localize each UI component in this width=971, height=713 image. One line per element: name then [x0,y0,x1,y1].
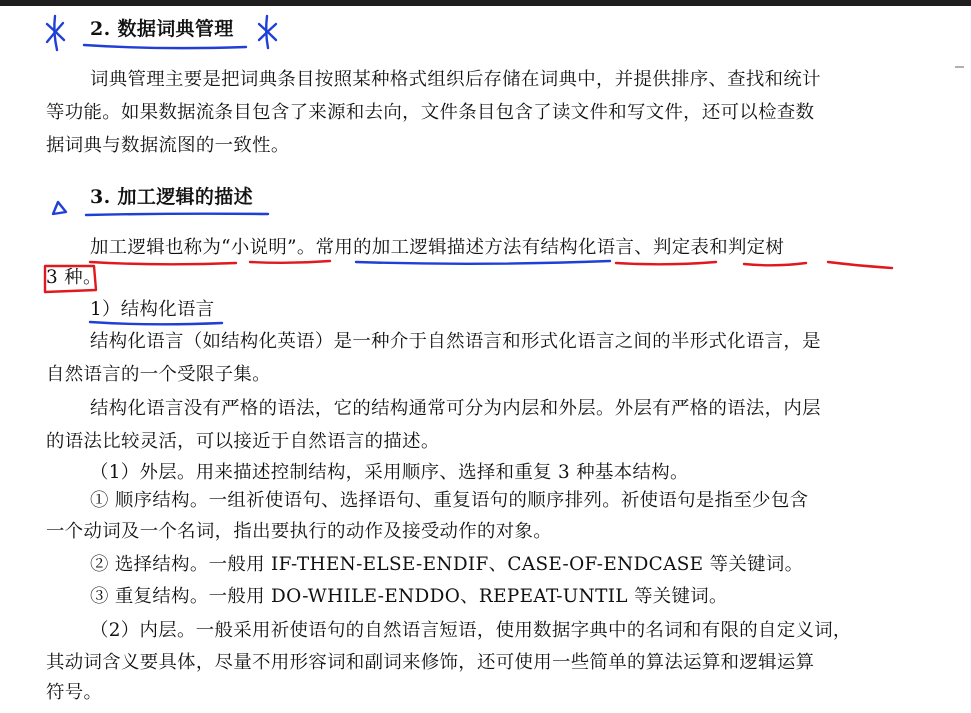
section-3-heading: 3. 加工逻辑的描述 [90,186,253,208]
underline-common-methods [356,261,610,264]
underline-intro-start [90,262,236,264]
underline-section-2-heading [84,45,246,48]
sub1-para2-line-2: 的语法比较灵活，可以接近于自然语言的描述。 [46,431,440,452]
section-3-intro-line-1: 加工逻辑也称为“小说明”。常用的加工逻辑描述方法有结构化语言、判定表和判定树 [90,237,785,258]
underline-decision-table [744,263,806,265]
inner-layer-line-2: 其动词含义要具体，尽量不用形容词和副词来修饰，还可使用一些简单的算法运算和逻辑运算 [46,652,815,673]
window-top-bar [0,0,971,6]
item-1-line-2: 一个动词及一个名词，指出要执行的动作及接受动作的对象。 [46,521,552,542]
underline-decision-tree [828,262,892,268]
sub1-para1-line-1: 结构化语言（如结构化英语）是一种介于自然语言和形式化语言之间的半形式化语言，是 [90,331,821,352]
sub1-para1-line-2: 自然语言的一个受限子集。 [46,364,271,385]
inner-layer-line-3: 符号。 [46,682,103,703]
underline-structured-language [616,262,716,264]
item-2-line: ② 选择结构。一般用 IF-THEN-ELSE-ENDIF、CASE-OF-ENDCASE 等关键词。 [90,554,804,575]
outer-layer-line: （1）外层。用来描述控制结构，采用顺序、选择和重复 3 种基本结构。 [90,462,689,483]
scroll-indicator [955,66,964,68]
triangle-mark [53,202,66,214]
star-mark-right [259,16,276,48]
section-2-heading: 2. 数据词典管理 [90,18,234,40]
subsection-title: 1）结构化语言 [90,299,215,320]
item-3-line: ③ 重复结构。一般用 DO-WHILE-ENDDO、REPEAT-UNTIL 等关键词。 [90,586,728,607]
underline-section-3-heading [86,214,268,215]
section-2-para-line-1: 词典管理主要是把词典条目按照某种格式组织后存储在词典中，并提供排序、查找和统计 [90,69,821,90]
item-1-line-1: ① 顺序结构。一组祈使语句、选择语句、重复语句的顺序排列。祈使语句是指至少包含 [90,490,809,511]
section-3-intro-line-2: 3 种。 [46,267,102,288]
underline-small-explanation [250,261,330,263]
section-2-para-line-3: 据词典与数据流图的一致性。 [46,135,290,156]
sub1-para2-line-1: 结构化语言没有严格的语法，它的结构通常可分为内层和外层。外层有严格的语法，内层 [90,398,821,419]
star-mark-left [47,16,64,50]
inner-layer-line-1: （2）内层。一般采用祈使语句的自然语言短语，使用数据字典中的名词和有限的自定义词， [90,620,852,641]
section-2-para-line-2: 等功能。如果数据流条目包含了来源和去向，文件条目包含了读文件和写文件，还可以检查数 [46,102,815,123]
